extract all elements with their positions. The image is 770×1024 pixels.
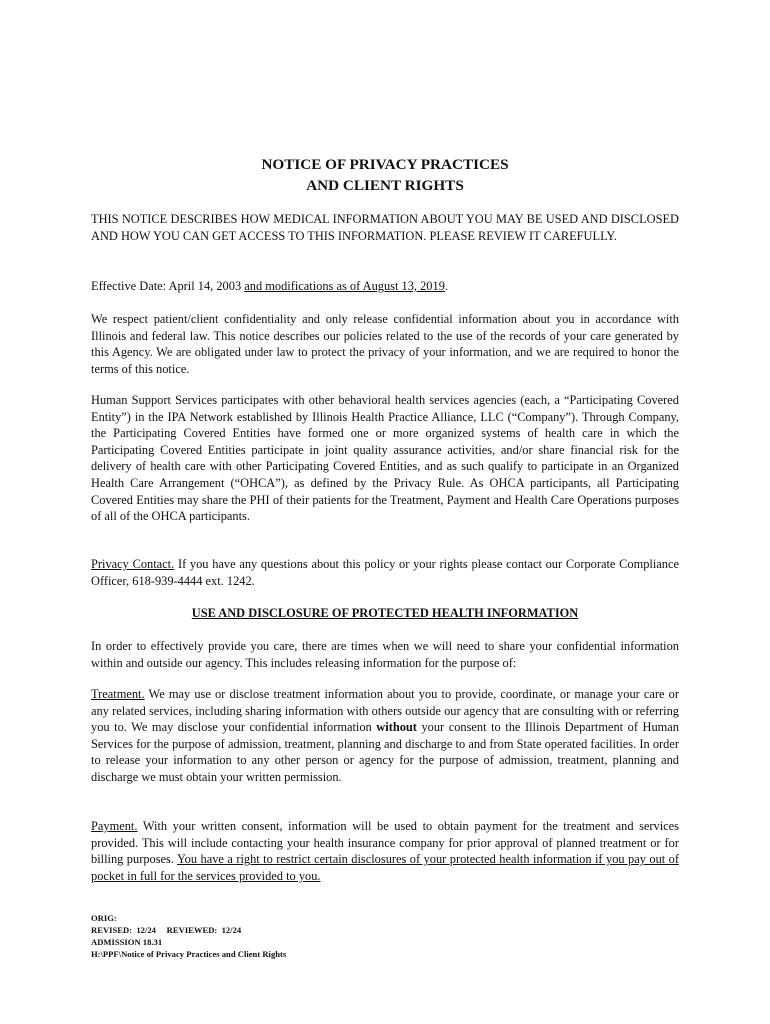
treatment-text-a: We may use or disclose treatment information about you to provide, coordinate, or manage your care or any related services, including sharing information with others outside our agency that are consulting with or referring you to. We may disclose your confidential information: [91, 687, 679, 735]
privacy-contact-label: Privacy Contact.: [91, 557, 175, 571]
title-line-2: AND CLIENT RIGHTS: [306, 177, 464, 194]
effective-date-prefix: Effective Date: April 14, 2003: [91, 279, 245, 293]
effective-date-suffix: .: [444, 279, 448, 293]
payment-paragraph: [91, 818, 679, 884]
payment-label: Payment.: [91, 819, 138, 833]
intro-notice: THIS NOTICE DESCRIBES HOW MEDICAL INFORMATION ABOUT YOU MAY BE USED AND DISCLOSED AND HOW YOU CAN GET ACCESS TO THIS INFORMATION. PLEASE REVIEW IT CAREFULLY.: [91, 212, 679, 243]
section-heading: USE AND DISCLOSURE OF PROTECTED HEALTH INFORMATION: [191, 606, 579, 620]
treatment-label: Treatment.: [91, 687, 145, 701]
document-title: [0, 154, 770, 196]
footer-orig: ORIG:: [91, 913, 117, 923]
footer-revised-reviewed: REVISED: 12/24 REVIEWED: 12/24: [91, 925, 242, 935]
privacy-contact-text: If you have any questions about this policy or your rights please contact our Corporate Compliance Officer, 618-939-4444 ext. 1242.: [91, 557, 679, 588]
treatment-bold-without: without: [376, 720, 417, 735]
payment-restriction-text: You have a right to restrict certain disclosures of your protected health information if you pay out of pocket in full for the services provided to you.: [91, 852, 679, 883]
effective-date: [91, 278, 679, 295]
footer-admission: ADMISSION 18.31: [91, 937, 163, 947]
hss-paragraph: Human Support Services participates with other behavioral health services agencies (each, a “Participating Covered Entity”) in the IPA Network established by Illinois Health Practice Alliance, LLC (“Company”). Through Company, the Participating Covered Entities have formed one or more organized systems of health care in which the Participating Covered Entities participate in joint quality assurance activities, and/or share financial risk for the delivery of health care with other Participating Covered Entities, and as such qualify to participate in an Organized Health Care Arrangement (“OHCA”), as defined by the Privacy Rule. As OHCA participants, all Participating Covered Entities may share the PHI of their patients for the Treatment, Payment and Health Care Operations purposes of all of the OHCA participants.: [91, 393, 679, 524]
order-paragraph: In order to effectively provide you care, there are times when we will need to share your confidential information within and outside our agency. This includes releasing information for the purpose of:: [91, 639, 679, 670]
title-line-1: NOTICE OF PRIVACY PRACTICES: [261, 156, 509, 173]
document-footer: [91, 912, 286, 960]
payment-text: With your written consent, information will be used to obtain payment for the treatment and services provided. This will include contacting your health insurance company for prior approval of planned treatment or for billing purposes.: [91, 819, 679, 867]
effective-date-modification: and modifications as of August 13, 2019: [244, 279, 445, 293]
treatment-paragraph: [91, 686, 679, 786]
confidentiality-paragraph: We respect patient/client confidentiality and only release confidential information about you in accordance with Illinois and federal law. This notice describes our policies related to the use of the records of your care generated by this Agency. We are obligated under law to protect the privacy of your information, and we are required to honor the terms of this notice.: [91, 312, 679, 376]
privacy-contact-paragraph: [91, 556, 679, 589]
treatment-text-b: your consent to the Illinois Department of Human Services for the purpose of admission, treatment, planning and discharge to and from State operated facilities. In order to release your information to any other person or agency for the purpose of admission, treatment, planning and discharge we must obtain your written permission.: [91, 720, 680, 784]
footer-file-path: H:\PPF\Notice of Privacy Practices and Client Rights: [91, 949, 287, 959]
